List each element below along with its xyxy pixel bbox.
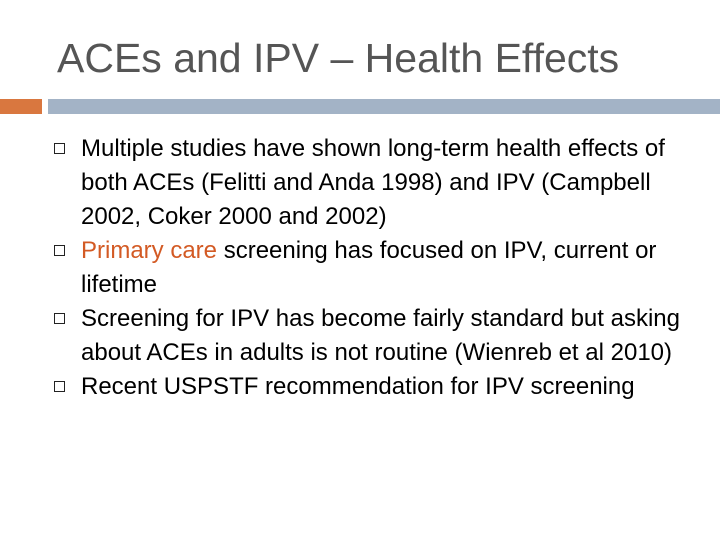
- bullet-text: screening has focused on IPV, current or lifetime: [81, 237, 657, 298]
- hollow-square-icon: [54, 381, 65, 392]
- bullet-highlight-text: Primary care: [81, 237, 218, 264]
- slide-title: ACEs and IPV – Health Effects: [57, 35, 620, 81]
- hollow-square-icon: [54, 313, 65, 324]
- bullet-text: Recent USPSTF recommendation for IPV screening: [81, 373, 635, 400]
- bullet-text: Multiple studies have shown long-term health effects of both ACEs (Felitti and Anda 1998) and IPV (Campbell 2002, Coker 2000 and 2002): [81, 135, 665, 230]
- title-accent-bar: [0, 99, 42, 114]
- bullet-item-studies: [54, 132, 684, 234]
- bullet-item-screening: [54, 302, 684, 370]
- bullet-text: Screening for IPV has become fairly standard but asking about ACEs in adults is not routine (Wienreb et al 2010): [81, 305, 680, 366]
- bullet-list: [54, 132, 684, 404]
- title-rule-bar: [48, 99, 720, 114]
- bullet-item-uspstf: [54, 370, 684, 404]
- bullet-item-primary-care: [54, 234, 684, 302]
- hollow-square-icon: [54, 245, 65, 256]
- hollow-square-icon: [54, 143, 65, 154]
